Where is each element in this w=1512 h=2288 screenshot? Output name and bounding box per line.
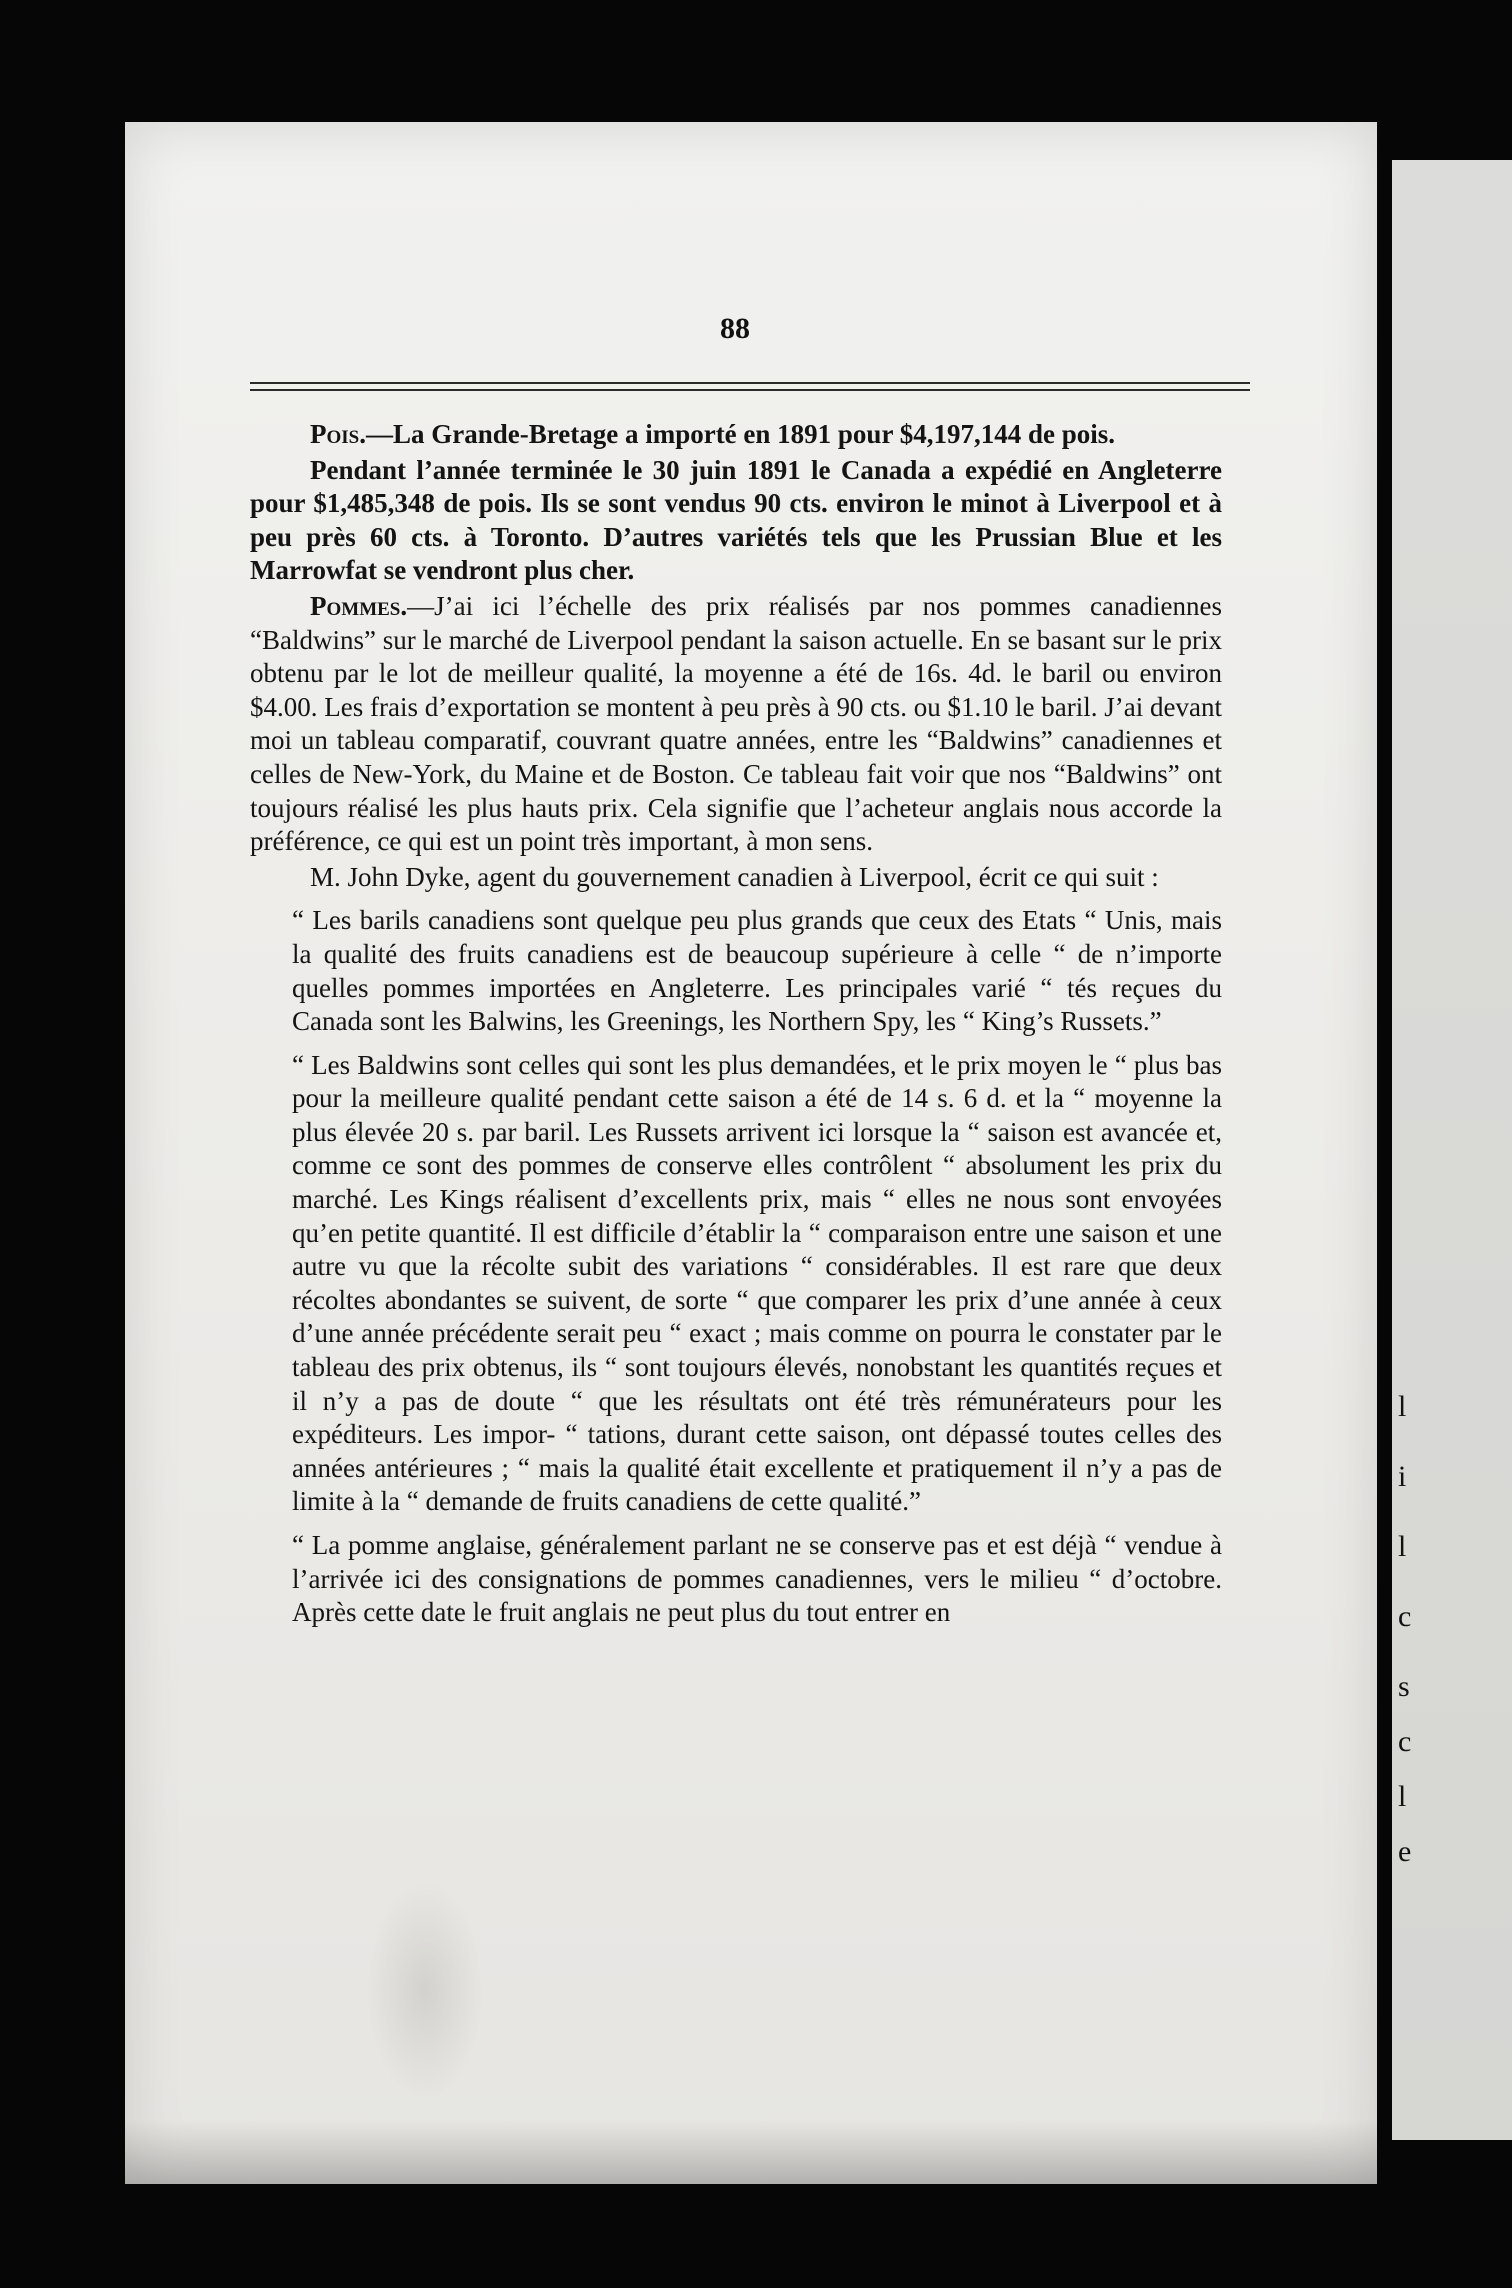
paragraph-lead: Pommes.	[310, 590, 408, 621]
paragraph-lead: Pois.	[310, 419, 366, 449]
paragraph-text: —J’ai ici l’échelle des prix réalisés par nos pommes canadiennes “Baldwins” sur le marché de Liverpool pendant la saison actuelle. En se basant sur le prix obtenu par le lot de meilleur qualité, la moyenne a été de 16s. 4d. le baril ou environ $4.00. Les frais d’exportation se montent à peu près à 90 cts. ou $1.10 le baril. J’ai devant moi un tableau comparatif, couvrant quatre années, entre les “Baldwins” canadiennes et celles de New-York, du Maine et de Boston. Ce tableau fait voir que nos “Baldwins” ont toujours réalisé les plus hauts prix. Cela signifie que l’acheteur anglais nous accorde la préférence, ce qui est un point très important, à mon sens.	[250, 590, 1222, 857]
header-rule	[250, 389, 1250, 391]
paragraph-pois	[250, 418, 1222, 452]
adjacent-page-fragment: e	[1398, 1835, 1412, 1868]
page-number: 88	[720, 312, 750, 345]
adjacent-page-fragment: l	[1398, 1530, 1407, 1563]
quote-paragraph	[250, 904, 1222, 1038]
paragraph-john-dyke	[250, 861, 1222, 895]
adjacent-page-fragment: c	[1398, 1725, 1412, 1758]
quote-text: “ Les barils canadiens sont quelque peu plus grands que ceux des Etats “ Unis, mais la qualité des fruits canadiens est de beaucoup supérieure à celle “ de n’importe quelles pommes importées en Angleterre. Les principales varié “ tés reçues du Canada sont les Balwins, les Greenings, les Northern Spy, les “ King’s Russets.”	[292, 905, 1222, 1037]
adjacent-page-fragment: l	[1398, 1780, 1407, 1813]
paragraph-text: Pendant l’année terminée le 30 juin 1891 le Canada a expédié en Angleterre pour $1,485,348 de pois. Ils se sont vendus 90 cts. environ le minot à Liverpool et à peu près 60 cts. à Toronto. D’autres variétés tels que les Prussian Blue et les Marrowfat se vendront plus cher.	[250, 454, 1222, 586]
adjacent-page-fragment: i	[1398, 1460, 1407, 1493]
quote-text: “ Les Baldwins sont celles qui sont les plus demandées, et le prix moyen le “ plus bas pour la meilleure qualité pendant cette saison a été de 14 s. 6 d. et la “ moyenne la plus élevée 20 s. par baril. Les Russets arrivent ici lorsque la “ saison est avancée et, comme ce sont des pommes de conserve elles contrôlent “ absolument les prix du marché. Les Kings réalisent d’excellents prix, mais “ elles ne nous sont envoyées qu’en petite quantité. Il est difficile d’établir la “ comparaison entre une saison et une autre vu que la récolte subit des variations “ considérables. Il est rare que deux récoltes abondantes se suivent, de sorte “ que comparer les prix d’une année à ceux d’une année précédente serait peu “ exact ; mais comme on pourra le constater par le tableau des prix obtenus, ils “ sont toujours élevés, nonobstant les quantités reçues et il n’y a pas de doute “ que les résultats ont été très rémunérateurs pour les expéditeurs. Les impor- “ tations, durant cette saison, ont dépassé toutes celles des années antérieures ; “ mais la qualité était excellente et pratiquement il n’y a pas de limite à la “ demande de fruits canadiens de cette qualité.”	[292, 1049, 1222, 1517]
adjacent-page-edge	[1392, 160, 1512, 2140]
page-bottom-shadow	[125, 2120, 1377, 2184]
adjacent-page-fragment: c	[1398, 1600, 1412, 1633]
header-rule	[250, 382, 1250, 384]
quote-text: “ La pomme anglaise, généralement parlant ne se conserve pas et est déjà “ vendue à l’arrivée ici des consignations de pommes canadiennes, vers le milieu “ d’octobre. Après cette date le fruit anglais ne peut plus du tout entrer en	[292, 1530, 1222, 1628]
quote-paragraph	[250, 1049, 1222, 1519]
paper-stain	[365, 1880, 485, 2100]
paragraph-text: M. John Dyke, agent du gouvernement canadien à Liverpool, écrit ce qui suit :	[310, 861, 1159, 892]
quote-paragraph	[250, 1529, 1222, 1630]
paragraph-canada-export	[250, 454, 1222, 588]
paragraph-text: —La Grande-Bretage a importé en 1891 pour $4,197,144 de pois.	[365, 419, 1115, 449]
body-text	[250, 418, 1222, 1636]
paragraph-pommes	[250, 590, 1222, 859]
adjacent-page-fragment: l	[1398, 1390, 1407, 1423]
adjacent-page-fragment: s	[1398, 1670, 1410, 1703]
